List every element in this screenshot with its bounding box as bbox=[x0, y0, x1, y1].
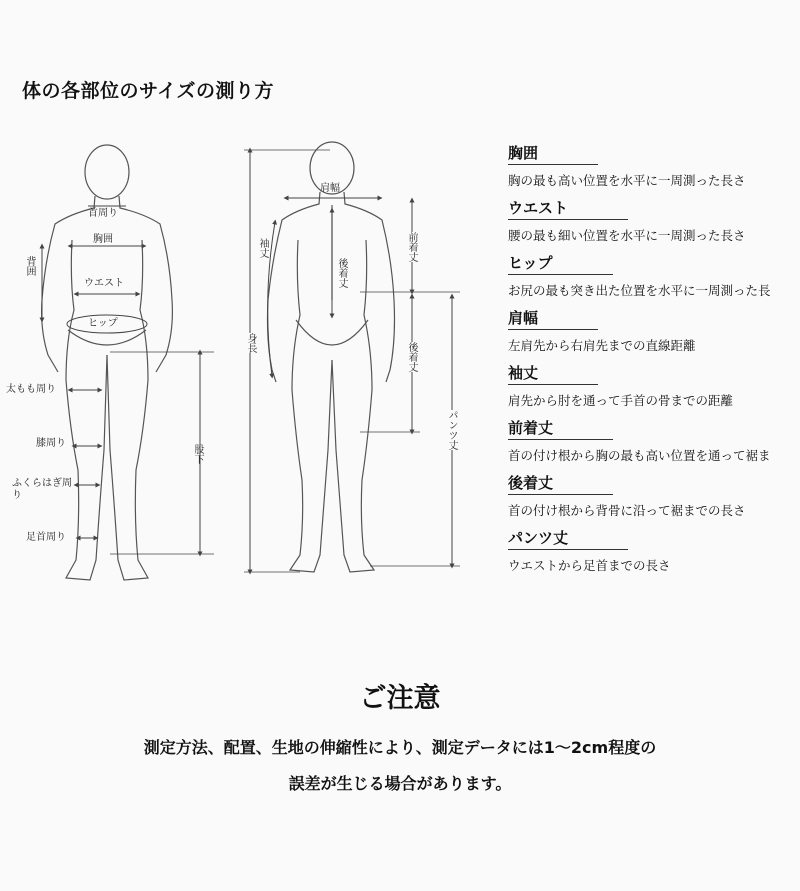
waist-label: ウエスト bbox=[84, 278, 124, 289]
knee-label: 膝周り bbox=[36, 438, 66, 449]
definition-desc: お尻の最も突き出た位置を水平に一周測った長 bbox=[508, 283, 771, 298]
page-title: 体の各部位のサイズの測り方 bbox=[22, 80, 274, 102]
definition-item bbox=[508, 417, 800, 464]
definition-desc: ウエストから足首までの長さ bbox=[508, 558, 671, 573]
hip-label: ヒップ bbox=[88, 318, 118, 329]
chest-label: 胸囲 bbox=[93, 234, 113, 245]
front-measure-lines bbox=[42, 206, 214, 554]
definition-term: ウエスト bbox=[508, 197, 628, 220]
shoulder-label: 肩幅 bbox=[320, 183, 340, 194]
thigh-label: 太もも周り bbox=[6, 384, 56, 395]
inseam-label: 股下 bbox=[192, 444, 203, 464]
ankle-label: 足首周り bbox=[26, 532, 66, 543]
definition-term: 前着丈 bbox=[508, 417, 613, 440]
definition-item bbox=[508, 307, 800, 354]
definition-item bbox=[508, 197, 800, 244]
definition-item bbox=[508, 527, 800, 574]
definition-item bbox=[508, 362, 800, 409]
definition-item bbox=[508, 252, 800, 299]
note-line-1: 測定方法、配置、生地の伸縮性により、測定データには1～2cm程度の bbox=[143, 738, 657, 757]
definition-desc: 左肩先から右肩先までの直線距離 bbox=[508, 338, 696, 353]
height-label: 身長 bbox=[245, 333, 256, 353]
neck-label: 首周り bbox=[88, 208, 118, 219]
definition-term: 胸囲 bbox=[508, 142, 598, 165]
front-length-label: 前着丈 bbox=[406, 232, 417, 262]
calf-label: ふくらはぎ周り bbox=[12, 478, 72, 501]
definition-desc: 首の付け根から背骨に沿って裾までの長さ bbox=[508, 503, 746, 518]
definition-item bbox=[508, 472, 800, 519]
back-body-figure bbox=[268, 142, 395, 572]
back-width-label: 背囲 bbox=[24, 256, 35, 276]
back-measure-lines bbox=[244, 150, 460, 572]
back-length-right-label: 後着丈 bbox=[406, 342, 417, 372]
definition-desc: 首の付け根から胸の最も高い位置を通って裾ま bbox=[508, 448, 771, 463]
note-body bbox=[0, 730, 800, 802]
back-length-label: 後着丈 bbox=[336, 258, 347, 288]
pants-length-label: パンツ丈 bbox=[446, 410, 457, 450]
definition-term: 袖丈 bbox=[508, 362, 598, 385]
definition-term: 肩幅 bbox=[508, 307, 598, 330]
definition-term: 後着丈 bbox=[508, 472, 613, 495]
note-line-2: 誤差が生じる場合があります。 bbox=[288, 774, 512, 793]
note-title: ご注意 bbox=[359, 683, 441, 714]
definitions-list bbox=[508, 142, 800, 582]
definition-desc: 胸の最も高い位置を水平に一周測った長さ bbox=[508, 173, 746, 188]
sleeve-label: 袖丈 bbox=[257, 238, 268, 258]
definition-desc: 腰の最も細い位置を水平に一周測った長さ bbox=[508, 228, 746, 243]
definition-desc: 肩先から肘を通って手首の骨までの距離 bbox=[508, 393, 734, 408]
definition-item bbox=[508, 142, 800, 189]
definition-term: パンツ丈 bbox=[508, 527, 628, 550]
definition-term: ヒップ bbox=[508, 252, 613, 275]
